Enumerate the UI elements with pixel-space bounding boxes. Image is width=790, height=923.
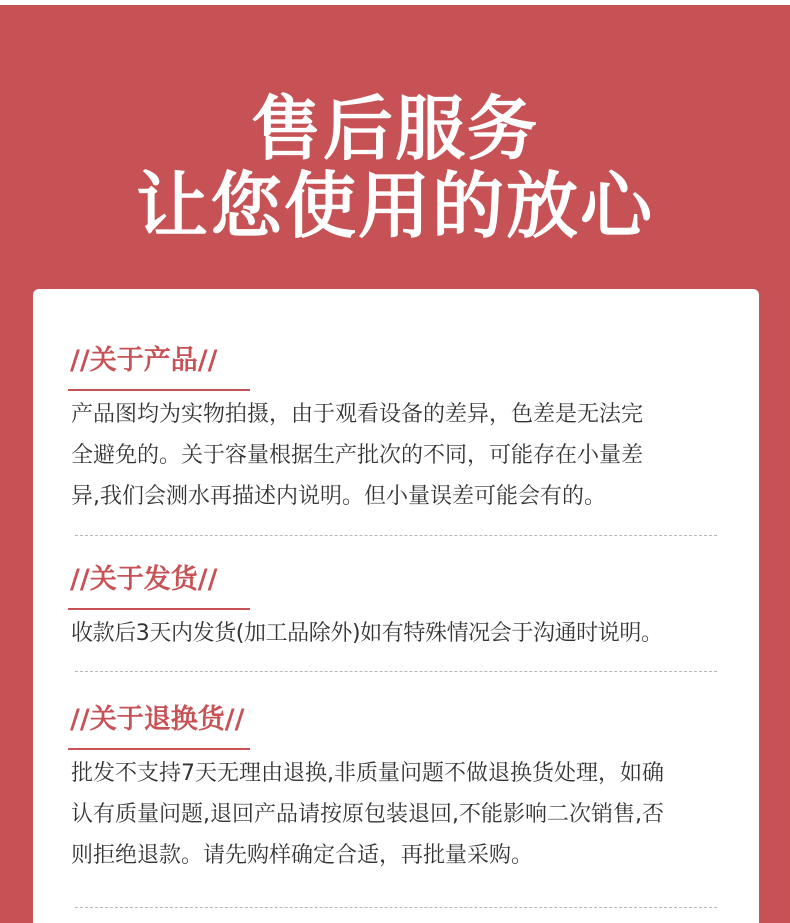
headline-line-2: 让您使用的放心 (135, 163, 654, 248)
section-underline (68, 748, 250, 750)
section-divider (75, 535, 717, 536)
section-title-shipping: //关于发货// (70, 564, 218, 595)
top-rim (0, 0, 790, 5)
section-title-returns: //关于退换货// (70, 704, 245, 735)
section-divider (75, 671, 717, 672)
service-card (33, 289, 759, 923)
section-body-returns: 批发不支持7天无理由退换,非质量问题不做退换货处理，如确 认有质量问题,退回产品请按原包装退回,不能影响二次销售,否 则拒绝退款。请先购样确定合适，再批量采购。 (71, 761, 664, 868)
section-body-product: 产品图均为实物拍摄，由于观看设备的差异，色差是无法完 全避免的。关于容量根据生产批次的不同，可能存在小量差 异,我们会测水再描述内说明。但小量误差可能会有的。 (71, 402, 644, 509)
section-body-shipping: 收款后3天内发货(加工品除外)如有特殊情况会于沟通时说明。 (71, 621, 663, 646)
headline-line-1: 售后服务 (251, 87, 539, 170)
section-underline (68, 389, 250, 391)
section-divider (75, 907, 717, 908)
section-underline (68, 608, 250, 610)
section-title-product: //关于产品// (70, 345, 218, 376)
